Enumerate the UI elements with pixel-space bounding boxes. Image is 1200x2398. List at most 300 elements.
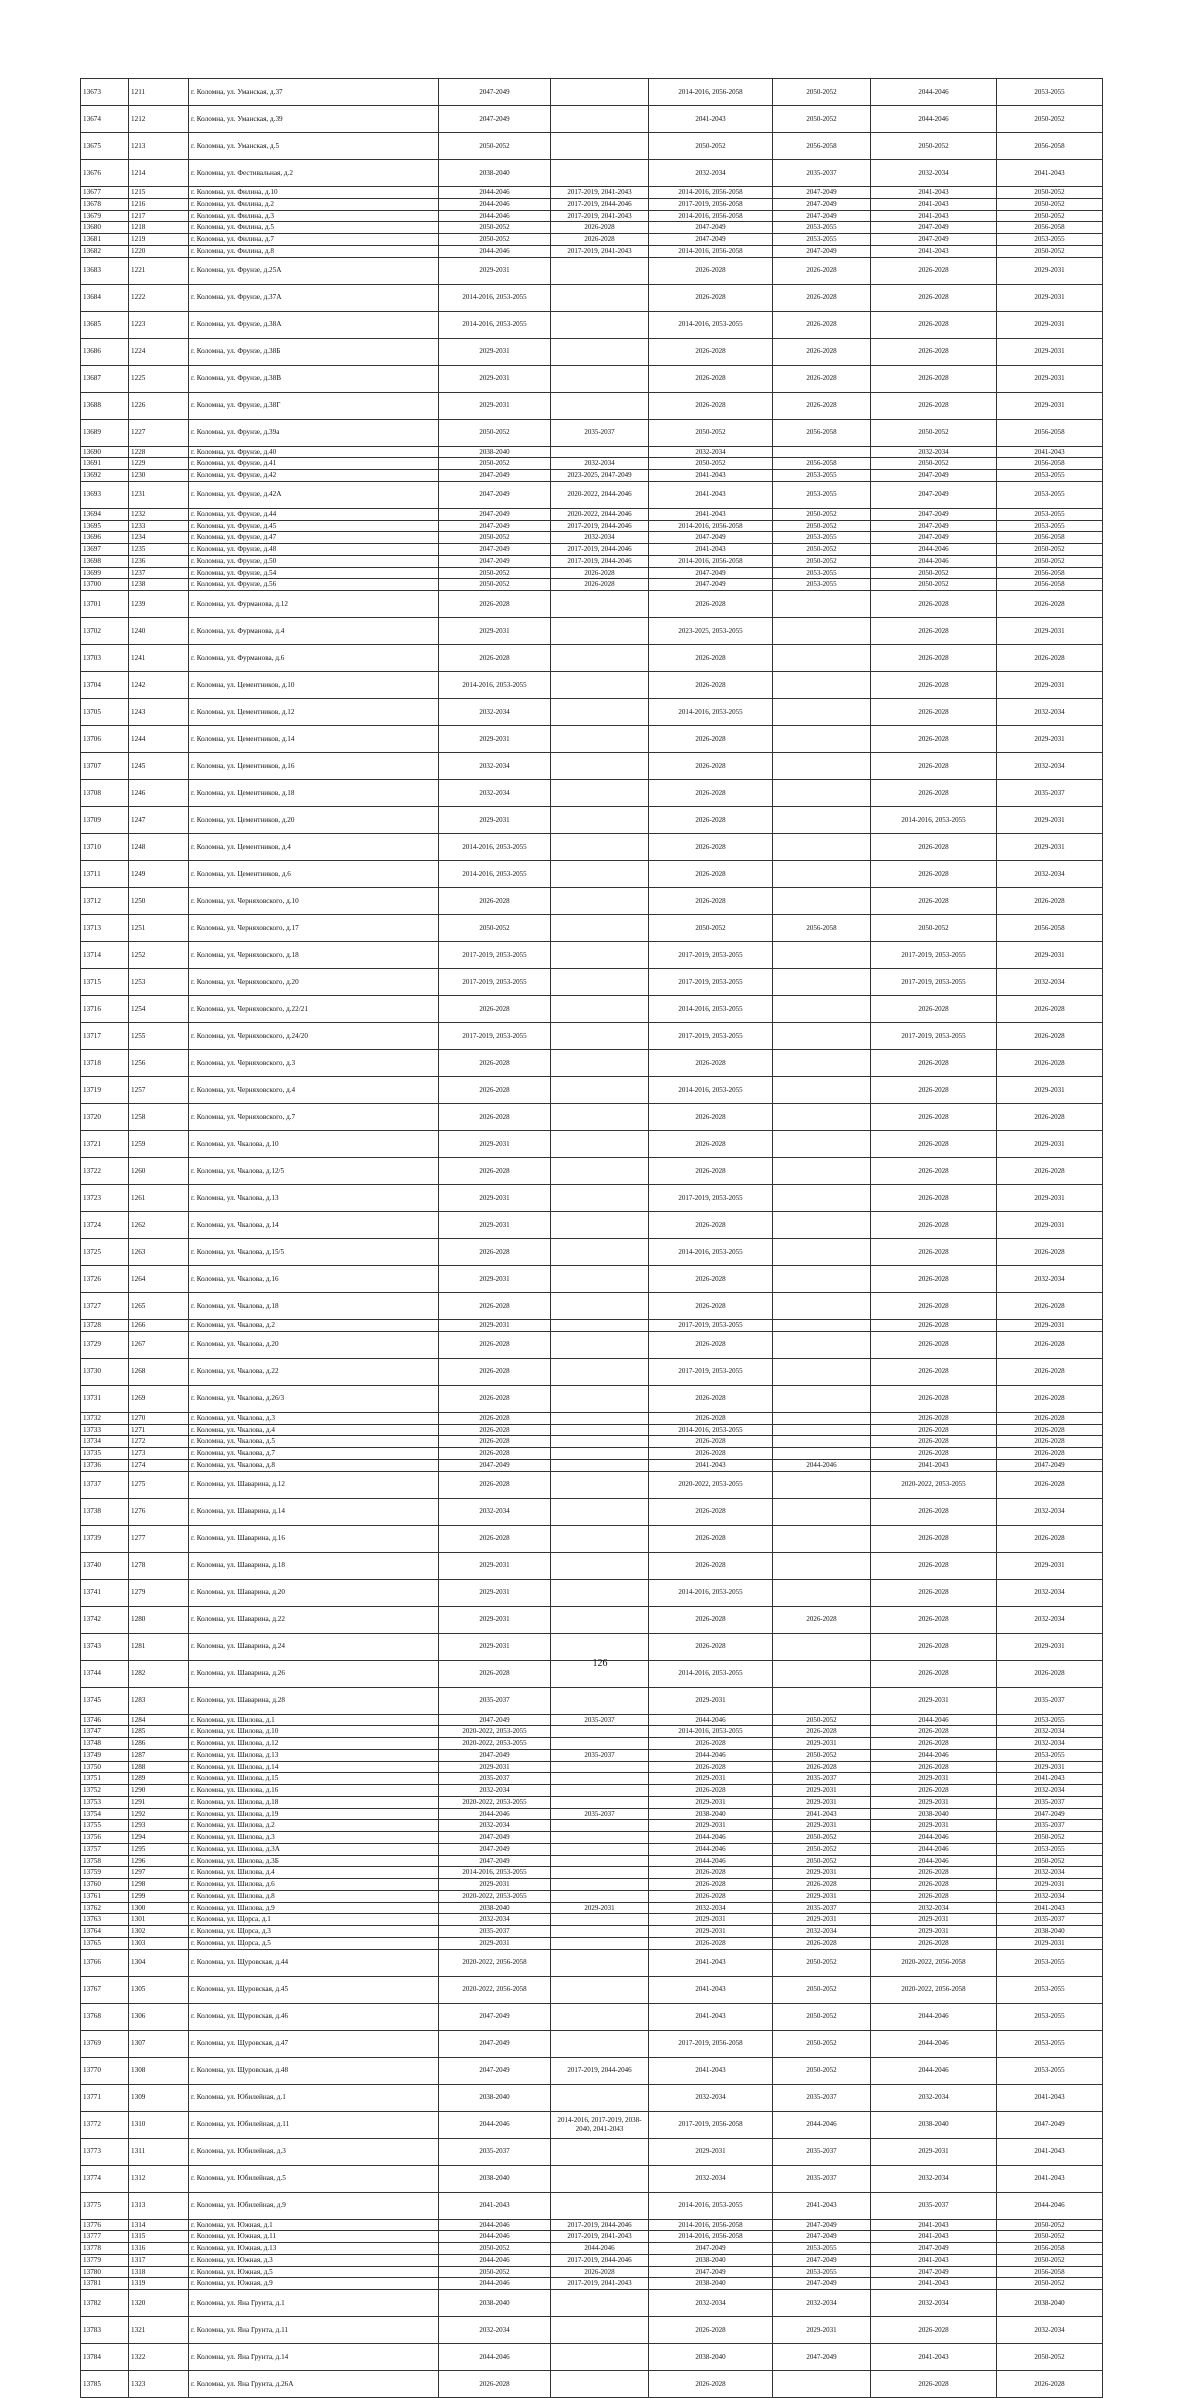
- cell-y3: 2026-2028: [649, 1266, 773, 1293]
- cell-id: 1303: [129, 1937, 189, 1949]
- cell-id: 1261: [129, 1185, 189, 1212]
- cell-y5: 2020-2022, 2053-2055: [871, 1471, 997, 1498]
- cell-y4: [773, 780, 871, 807]
- cell-id: 1228: [129, 446, 189, 458]
- cell-y1: 2050-2052: [439, 915, 551, 942]
- cell-y3: 2044-2046: [649, 1749, 773, 1761]
- cell-no: 13683: [81, 257, 129, 284]
- cell-no: 13742: [81, 1606, 129, 1633]
- cell-y2: [551, 1158, 649, 1185]
- cell-y2: 2026-2028: [551, 567, 649, 579]
- cell-y3: 2026-2028: [649, 1212, 773, 1239]
- cell-y1: 2032-2034: [439, 1914, 551, 1926]
- cell-id: 1284: [129, 1714, 189, 1726]
- cell-y6: 2026-2028: [997, 1471, 1103, 1498]
- cell-y1: 2026-2028: [439, 1660, 551, 1687]
- cell-y5: 2020-2022, 2056-2058: [871, 1976, 997, 2003]
- cell-y3: 2026-2028: [649, 1293, 773, 1320]
- cell-y5: 2035-2037: [871, 2192, 997, 2219]
- table-row: [81, 834, 1103, 861]
- cell-address: г. Коломна, ул. Уманская, д.39: [189, 106, 439, 133]
- cell-y3: 2029-2031: [649, 2138, 773, 2165]
- cell-id: 1314: [129, 2219, 189, 2231]
- cell-id: 1216: [129, 198, 189, 210]
- cell-y3: 2026-2028: [649, 726, 773, 753]
- table-row: [81, 1385, 1103, 1412]
- cell-y3: 2014-2016, 2053-2055: [649, 1077, 773, 1104]
- cell-y3: 2026-2028: [649, 780, 773, 807]
- table-row: [81, 1687, 1103, 1714]
- cell-y1: 2029-2031: [439, 1320, 551, 1332]
- cell-y4: [773, 726, 871, 753]
- cell-y6: 2032-2034: [997, 753, 1103, 780]
- cell-address: г. Коломна, ул. Чкалова, д.3: [189, 1412, 439, 1424]
- cell-y2: [551, 2371, 649, 2398]
- cell-y6: 2035-2037: [997, 1687, 1103, 1714]
- cell-y3: 2029-2031: [649, 1773, 773, 1785]
- cell-address: г. Коломна, ул. Черняховского, д.10: [189, 888, 439, 915]
- cell-y6: 2056-2058: [997, 2243, 1103, 2255]
- cell-y3: 2026-2028: [649, 591, 773, 618]
- cell-y4: 2035-2037: [773, 160, 871, 187]
- cell-y4: 2047-2049: [773, 2344, 871, 2371]
- cell-y2: [551, 160, 649, 187]
- table-row: [81, 2084, 1103, 2111]
- cell-y6: 2053-2055: [997, 1949, 1103, 1976]
- cell-y6: 2050-2052: [997, 198, 1103, 210]
- cell-y6: 2050-2052: [997, 2278, 1103, 2290]
- cell-y2: [551, 1459, 649, 1471]
- cell-y4: 2050-2052: [773, 2057, 871, 2084]
- cell-y6: 2026-2028: [997, 591, 1103, 618]
- cell-y2: [551, 1633, 649, 1660]
- cell-y3: 2026-2028: [649, 257, 773, 284]
- cell-y1: 2014-2016, 2053-2055: [439, 1867, 551, 1879]
- cell-y1: 2029-2031: [439, 1879, 551, 1891]
- cell-id: 1235: [129, 544, 189, 556]
- cell-no: 13738: [81, 1498, 129, 1525]
- cell-no: 13778: [81, 2243, 129, 2255]
- cell-no: 13693: [81, 481, 129, 508]
- table-row: [81, 210, 1103, 222]
- cell-y2: 2017-2019, 2044-2046: [551, 520, 649, 532]
- table-row: [81, 1843, 1103, 1855]
- cell-no: 13769: [81, 2030, 129, 2057]
- cell-y6: 2029-2031: [997, 1633, 1103, 1660]
- cell-id: 1318: [129, 2266, 189, 2278]
- cell-y6: 2056-2058: [997, 579, 1103, 591]
- cell-id: 1282: [129, 1660, 189, 1687]
- cell-y2: 2017-2019, 2041-2043: [551, 187, 649, 199]
- cell-y4: 2026-2028: [773, 1879, 871, 1891]
- cell-y3: 2041-2043: [649, 1949, 773, 1976]
- cell-y6: 2047-2049: [997, 1808, 1103, 1820]
- cell-y1: 2026-2028: [439, 1424, 551, 1436]
- cell-id: 1319: [129, 2278, 189, 2290]
- cell-no: 13679: [81, 210, 129, 222]
- cell-id: 1234: [129, 532, 189, 544]
- cell-y6: 2032-2034: [997, 861, 1103, 888]
- table-row: [81, 861, 1103, 888]
- cell-y1: 2044-2046: [439, 210, 551, 222]
- cell-y1: 2035-2037: [439, 1926, 551, 1938]
- cell-y5: 2047-2049: [871, 222, 997, 234]
- cell-y4: 2056-2058: [773, 458, 871, 470]
- cell-y4: 2035-2037: [773, 1773, 871, 1785]
- cell-no: 13716: [81, 996, 129, 1023]
- cell-id: 1223: [129, 311, 189, 338]
- cell-no: 13776: [81, 2219, 129, 2231]
- cell-address: г. Коломна, ул. Шилова, д.6: [189, 1879, 439, 1891]
- cell-id: 1226: [129, 392, 189, 419]
- cell-y1: 2044-2046: [439, 245, 551, 257]
- cell-y3: 2047-2049: [649, 579, 773, 591]
- cell-y2: 2017-2019, 2044-2046: [551, 544, 649, 556]
- cell-id: 1256: [129, 1050, 189, 1077]
- cell-y1: 2020-2022, 2053-2055: [439, 1890, 551, 1902]
- cell-y2: [551, 79, 649, 106]
- cell-y4: [773, 1498, 871, 1525]
- table-row: [81, 996, 1103, 1023]
- cell-address: г. Коломна, ул. Черняховского, д.22/21: [189, 996, 439, 1023]
- cell-address: г. Коломна, ул. Щуровская, д.47: [189, 2030, 439, 2057]
- cell-y2: [551, 1867, 649, 1879]
- cell-y2: [551, 338, 649, 365]
- cell-y6: 2026-2028: [997, 1385, 1103, 1412]
- cell-y6: 2053-2055: [997, 508, 1103, 520]
- cell-address: г. Коломна, ул. Шилова, д.15: [189, 1773, 439, 1785]
- cell-y3: 2041-2043: [649, 470, 773, 482]
- cell-y5: 2026-2028: [871, 645, 997, 672]
- cell-y5: 2029-2031: [871, 1796, 997, 1808]
- cell-y6: 2053-2055: [997, 1976, 1103, 2003]
- cell-y6: 2056-2058: [997, 915, 1103, 942]
- cell-y6: 2041-2043: [997, 446, 1103, 458]
- cell-address: г. Коломна, ул. Яна Грунта, д.26А: [189, 2371, 439, 2398]
- cell-y3: 2050-2052: [649, 915, 773, 942]
- cell-no: 13766: [81, 1949, 129, 1976]
- cell-id: 1296: [129, 1855, 189, 1867]
- cell-y2: [551, 1937, 649, 1949]
- cell-y5: 2029-2031: [871, 1820, 997, 1832]
- cell-y3: 2017-2019, 2053-2055: [649, 942, 773, 969]
- cell-id: 1258: [129, 1104, 189, 1131]
- cell-y3: 2047-2049: [649, 2266, 773, 2278]
- table-row: [81, 1023, 1103, 1050]
- cell-y3: 2014-2016, 2056-2058: [649, 2219, 773, 2231]
- cell-y5: 2026-2028: [871, 1077, 997, 1104]
- cell-y4: 2026-2028: [773, 311, 871, 338]
- cell-id: 1213: [129, 133, 189, 160]
- cell-y6: 2053-2055: [997, 2030, 1103, 2057]
- cell-y1: 2029-2031: [439, 1552, 551, 1579]
- cell-address: г. Коломна, ул. Филина, д.10: [189, 187, 439, 199]
- cell-y2: [551, 888, 649, 915]
- table-row: [81, 2344, 1103, 2371]
- cell-y5: 2026-2028: [871, 996, 997, 1023]
- cell-address: г. Коломна, ул. Шилова, д.19: [189, 1808, 439, 1820]
- cell-y6: 2029-2031: [997, 338, 1103, 365]
- cell-y1: 2026-2028: [439, 1448, 551, 1460]
- cell-y6: 2029-2031: [997, 257, 1103, 284]
- cell-y1: 2044-2046: [439, 2254, 551, 2266]
- cell-no: 13709: [81, 807, 129, 834]
- cell-y2: [551, 1320, 649, 1332]
- cell-no: 13755: [81, 1820, 129, 1832]
- cell-y5: 2047-2049: [871, 520, 997, 532]
- cell-y4: [773, 1158, 871, 1185]
- cell-address: г. Коломна, ул. Фрунзе, д.38Г: [189, 392, 439, 419]
- cell-no: 13783: [81, 2317, 129, 2344]
- cell-y5: 2026-2028: [871, 1412, 997, 1424]
- cell-y3: 2032-2034: [649, 1902, 773, 1914]
- cell-y3: 2026-2028: [649, 1498, 773, 1525]
- table-row: [81, 392, 1103, 419]
- cell-id: 1259: [129, 1131, 189, 1158]
- table-row: [81, 2266, 1103, 2278]
- cell-y3: 2029-2031: [649, 1914, 773, 1926]
- cell-address: г. Коломна, ул. Черняховского, д.17: [189, 915, 439, 942]
- cell-y5: 2026-2028: [871, 1358, 997, 1385]
- cell-y6: 2050-2052: [997, 2231, 1103, 2243]
- cell-y4: 2047-2049: [773, 2219, 871, 2231]
- cell-y3: 2026-2028: [649, 1448, 773, 1460]
- cell-y1: 2047-2049: [439, 1714, 551, 1726]
- cell-address: г. Коломна, ул. Цементников, д.12: [189, 699, 439, 726]
- register-table: [80, 78, 1103, 2398]
- cell-y6: 2026-2028: [997, 1412, 1103, 1424]
- cell-y3: 2017-2019, 2056-2058: [649, 2111, 773, 2138]
- cell-address: г. Коломна, ул. Щуровская, д.46: [189, 2003, 439, 2030]
- cell-y3: 2032-2034: [649, 2084, 773, 2111]
- cell-address: г. Коломна, ул. Фрунзе, д.50: [189, 555, 439, 567]
- cell-y5: 2026-2028: [871, 257, 997, 284]
- cell-y3: 2044-2046: [649, 1855, 773, 1867]
- cell-y3: 2047-2049: [649, 234, 773, 246]
- cell-y1: 2038-2040: [439, 2084, 551, 2111]
- cell-y1: 2032-2034: [439, 699, 551, 726]
- cell-y3: 2014-2016, 2056-2058: [649, 555, 773, 567]
- cell-y5: 2044-2046: [871, 1714, 997, 1726]
- cell-y1: 2026-2028: [439, 2371, 551, 2398]
- cell-y1: 2050-2052: [439, 2266, 551, 2278]
- cell-y1: 2050-2052: [439, 133, 551, 160]
- cell-no: 13763: [81, 1914, 129, 1926]
- cell-y3: 2041-2043: [649, 481, 773, 508]
- cell-no: 13759: [81, 1867, 129, 1879]
- cell-y5: 2047-2049: [871, 481, 997, 508]
- cell-address: г. Коломна, ул. Щорса, д.3: [189, 1926, 439, 1938]
- cell-y3: 2014-2016, 2053-2055: [649, 996, 773, 1023]
- cell-id: 1323: [129, 2371, 189, 2398]
- cell-y1: 2020-2022, 2056-2058: [439, 1949, 551, 1976]
- cell-y3: 2026-2028: [649, 2371, 773, 2398]
- cell-address: г. Коломна, ул. Шилова, д.3Б: [189, 1855, 439, 1867]
- cell-y4: [773, 1104, 871, 1131]
- cell-y4: 2053-2055: [773, 2243, 871, 2255]
- cell-y5: 2026-2028: [871, 699, 997, 726]
- cell-address: г. Коломна, ул. Шилова, д.2: [189, 1820, 439, 1832]
- cell-y3: 2014-2016, 2053-2055: [649, 1726, 773, 1738]
- cell-y6: 2026-2028: [997, 1448, 1103, 1460]
- cell-y6: 2056-2058: [997, 458, 1103, 470]
- cell-address: г. Коломна, ул. Филина, д.5: [189, 222, 439, 234]
- cell-y3: 2026-2028: [649, 888, 773, 915]
- cell-y1: 2047-2049: [439, 544, 551, 556]
- table-row: [81, 1761, 1103, 1773]
- cell-address: г. Коломна, ул. Чкалова, д.26/3: [189, 1385, 439, 1412]
- cell-y6: 2050-2052: [997, 106, 1103, 133]
- cell-y2: [551, 2192, 649, 2219]
- cell-id: 1276: [129, 1498, 189, 1525]
- cell-y4: 2029-2031: [773, 2317, 871, 2344]
- cell-address: г. Коломна, ул. Шаварина, д.20: [189, 1579, 439, 1606]
- cell-y5: 2026-2028: [871, 1498, 997, 1525]
- cell-y5: 2017-2019, 2053-2055: [871, 969, 997, 996]
- cell-y2: 2017-2019, 2044-2046: [551, 2057, 649, 2084]
- cell-y3: 2026-2028: [649, 1937, 773, 1949]
- cell-y5: 2044-2046: [871, 1855, 997, 1867]
- cell-address: г. Коломна, ул. Южная, д.1: [189, 2219, 439, 2231]
- table-row: [81, 1832, 1103, 1844]
- cell-y6: 2032-2034: [997, 2317, 1103, 2344]
- cell-y1: 2050-2052: [439, 419, 551, 446]
- cell-y5: 2044-2046: [871, 555, 997, 567]
- cell-y5: 2026-2028: [871, 365, 997, 392]
- cell-y4: 2050-2052: [773, 1714, 871, 1726]
- cell-id: 1308: [129, 2057, 189, 2084]
- cell-address: г. Коломна, ул. Шилова, д.8: [189, 1890, 439, 1902]
- table-row: [81, 915, 1103, 942]
- cell-y6: 2029-2031: [997, 1320, 1103, 1332]
- table-row: [81, 544, 1103, 556]
- cell-no: 13728: [81, 1320, 129, 1332]
- cell-id: 1255: [129, 1023, 189, 1050]
- cell-id: 1306: [129, 2003, 189, 2030]
- cell-y2: [551, 1212, 649, 1239]
- cell-y1: 2050-2052: [439, 567, 551, 579]
- cell-no: 13732: [81, 1412, 129, 1424]
- table-row: [81, 2030, 1103, 2057]
- cell-y5: 2044-2046: [871, 2003, 997, 2030]
- cell-y5: 2026-2028: [871, 834, 997, 861]
- cell-y4: [773, 1266, 871, 1293]
- cell-y5: 2044-2046: [871, 1843, 997, 1855]
- cell-y5: 2026-2028: [871, 1579, 997, 1606]
- table-row: [81, 470, 1103, 482]
- cell-address: г. Коломна, ул. Фурманова, д.4: [189, 618, 439, 645]
- cell-y3: 2026-2028: [649, 1525, 773, 1552]
- cell-id: 1212: [129, 106, 189, 133]
- cell-y1: 2029-2031: [439, 618, 551, 645]
- cell-y3: 2017-2019, 2053-2055: [649, 1320, 773, 1332]
- cell-y3: 2026-2028: [649, 1436, 773, 1448]
- cell-y1: 2026-2028: [439, 888, 551, 915]
- cell-y6: 2032-2034: [997, 1266, 1103, 1293]
- cell-y6: 2044-2046: [997, 2192, 1103, 2219]
- cell-y5: 2047-2049: [871, 2243, 997, 2255]
- cell-no: 13743: [81, 1633, 129, 1660]
- cell-address: г. Коломна, ул. Щорса, д.5: [189, 1937, 439, 1949]
- cell-y4: 2026-2028: [773, 1937, 871, 1949]
- cell-y1: 2026-2028: [439, 1385, 551, 1412]
- cell-y6: 2026-2028: [997, 1239, 1103, 1266]
- cell-y1: 2035-2037: [439, 1687, 551, 1714]
- cell-y2: [551, 2165, 649, 2192]
- cell-y4: 2047-2049: [773, 198, 871, 210]
- cell-address: г. Коломна, ул. Шаварина, д.14: [189, 1498, 439, 1525]
- cell-no: 13684: [81, 284, 129, 311]
- cell-address: г. Коломна, ул. Черняховского, д.20: [189, 969, 439, 996]
- cell-y6: 2050-2052: [997, 544, 1103, 556]
- cell-no: 13729: [81, 1331, 129, 1358]
- cell-y3: 2026-2028: [649, 1606, 773, 1633]
- cell-y5: 2041-2043: [871, 198, 997, 210]
- cell-y6: 2029-2031: [997, 1185, 1103, 1212]
- cell-id: 1251: [129, 915, 189, 942]
- table-row: [81, 2192, 1103, 2219]
- cell-id: 1227: [129, 419, 189, 446]
- cell-id: 1229: [129, 458, 189, 470]
- cell-y4: 2044-2046: [773, 1459, 871, 1471]
- cell-y6: 2050-2052: [997, 187, 1103, 199]
- cell-y3: 2044-2046: [649, 1843, 773, 1855]
- cell-y1: 2026-2028: [439, 1525, 551, 1552]
- cell-address: г. Коломна, ул. Щорса, д.1: [189, 1914, 439, 1926]
- cell-y1: 2029-2031: [439, 1266, 551, 1293]
- cell-y2: [551, 672, 649, 699]
- cell-y3: 2050-2052: [649, 133, 773, 160]
- table-row: [81, 1412, 1103, 1424]
- table-row: [81, 2057, 1103, 2084]
- cell-y2: [551, 618, 649, 645]
- table-row: [81, 1358, 1103, 1385]
- cell-y5: 2026-2028: [871, 1448, 997, 1460]
- cell-y4: [773, 1212, 871, 1239]
- cell-y2: [551, 2138, 649, 2165]
- cell-y1: 2029-2031: [439, 726, 551, 753]
- table-row: [81, 1331, 1103, 1358]
- cell-y5: 2047-2049: [871, 532, 997, 544]
- cell-y5: 2041-2043: [871, 245, 997, 257]
- cell-y6: 2032-2034: [997, 1606, 1103, 1633]
- cell-y5: 2029-2031: [871, 1687, 997, 1714]
- table-row: [81, 133, 1103, 160]
- cell-y6: 2026-2028: [997, 1424, 1103, 1436]
- cell-no: 13777: [81, 2231, 129, 2243]
- cell-y1: 2029-2031: [439, 392, 551, 419]
- cell-y6: 2032-2034: [997, 1867, 1103, 1879]
- cell-no: 13764: [81, 1926, 129, 1938]
- table-row: [81, 1926, 1103, 1938]
- table-row: [81, 2371, 1103, 2398]
- cell-y6: 2032-2034: [997, 1579, 1103, 1606]
- cell-y1: 2050-2052: [439, 234, 551, 246]
- cell-id: 1238: [129, 579, 189, 591]
- cell-no: 13784: [81, 2344, 129, 2371]
- cell-no: 13713: [81, 915, 129, 942]
- cell-address: г. Коломна, ул. Щуровская, д.48: [189, 2057, 439, 2084]
- table-row: [81, 1077, 1103, 1104]
- cell-y1: 2050-2052: [439, 532, 551, 544]
- cell-y6: 2053-2055: [997, 234, 1103, 246]
- cell-y1: 2020-2022, 2053-2055: [439, 1796, 551, 1808]
- cell-y4: [773, 942, 871, 969]
- cell-address: г. Коломна, ул. Шилова, д.4: [189, 1867, 439, 1879]
- cell-y1: 2020-2022, 2053-2055: [439, 1726, 551, 1738]
- cell-y3: 2047-2049: [649, 2243, 773, 2255]
- cell-y3: 2026-2028: [649, 1890, 773, 1902]
